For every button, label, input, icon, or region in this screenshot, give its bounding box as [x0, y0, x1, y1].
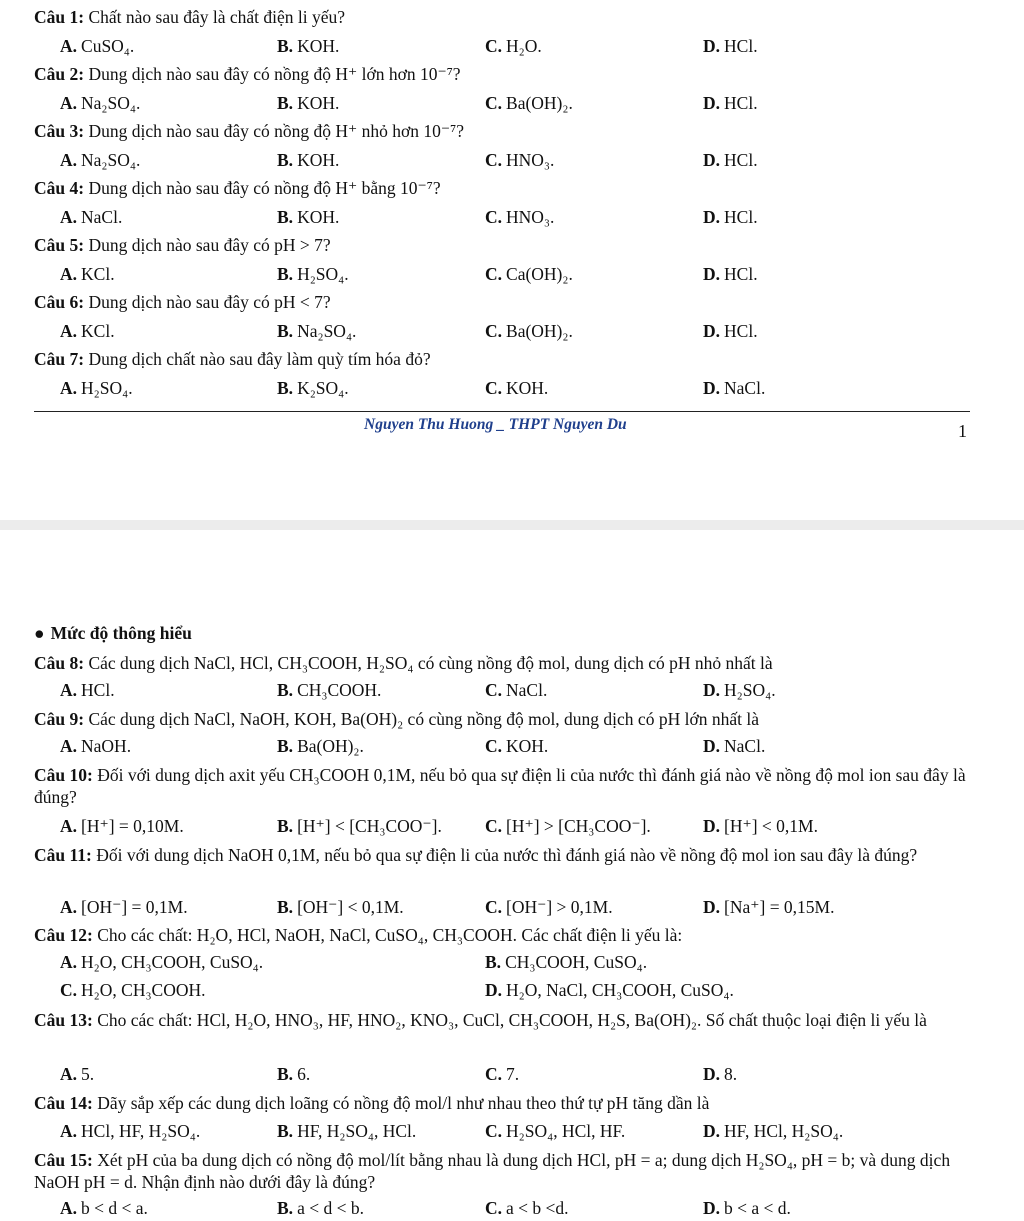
option-c: C. HNO₃.	[485, 207, 555, 227]
option-c: C. KOH.	[485, 378, 549, 398]
option-a: A. Na₂SO₄.	[60, 150, 141, 170]
option-d: D. [H⁺] < 0,1M.	[703, 816, 818, 836]
question-label: Câu 2:	[34, 64, 85, 84]
option-d: D. HCl.	[703, 321, 758, 341]
option-b: B. CH₃COOH.	[277, 680, 382, 700]
option-c: C. [OH⁻] > 0,1M.	[485, 897, 613, 917]
question-text: Dung dịch nào sau đây có nồng độ H⁺ bằng 10⁻⁷?	[88, 178, 441, 198]
option-b: B. KOH.	[277, 36, 340, 56]
option-b: B. [OH⁻] < 0,1M.	[277, 897, 404, 917]
option-a: A. HCl.	[60, 680, 115, 700]
question-text: Đối với dung dịch axit yếu CH₃COOH 0,1M, nếu bỏ qua sự điện li của nước thì đánh giá nào về nồng độ mol ion sau đây là đúng?	[34, 765, 966, 807]
option-d: D. 8.	[703, 1064, 738, 1084]
option-a: A. H₂SO₄.	[60, 378, 133, 398]
question-label: Câu 3:	[34, 121, 85, 141]
option-d: D. H₂O, NaCl, CH₃COOH, CuSO₄.	[485, 980, 734, 1000]
question-label: Câu 4:	[34, 178, 85, 198]
option-c: C. NaCl.	[485, 680, 548, 700]
question-label: Câu 13:	[34, 1010, 93, 1030]
question-text: Xét pH của ba dung dịch có nồng độ mol/lít bằng nhau là dung dịch HCl, pH = a; dung dịch H₂SO₄, pH = b; và dung dịch NaOH pH = d. Nhận định nào dưới đây là đúng?	[34, 1150, 951, 1192]
question-label: Câu 9:	[34, 709, 85, 729]
document-page-1	[0, 0, 1024, 520]
question-12	[34, 924, 984, 946]
option-b: B. Na₂SO₄.	[277, 321, 357, 341]
option-b: B. Ba(OH)₂.	[277, 736, 364, 756]
question-text: Dãy sắp xếp các dung dịch loãng có nồng độ mol/l như nhau theo thứ tự pH tăng dần là	[97, 1093, 710, 1113]
option-b: B. a < d < b.	[277, 1198, 364, 1218]
page-gap	[0, 520, 1024, 530]
question-label: Câu 10:	[34, 765, 93, 785]
question-label: Câu 12:	[34, 925, 93, 945]
option-b: B. KOH.	[277, 207, 340, 227]
question-9	[34, 708, 984, 730]
option-d: D. HCl.	[703, 264, 758, 284]
option-a: A. KCl.	[60, 264, 115, 284]
option-d: D. HCl.	[703, 93, 758, 113]
option-a: A. CuSO₄.	[60, 36, 135, 56]
question-label: Câu 6:	[34, 292, 85, 312]
option-a: A. NaCl.	[60, 207, 123, 227]
options-row	[60, 263, 990, 285]
options-row	[60, 92, 990, 114]
options-row	[60, 735, 990, 757]
option-c: C. a < b <d.	[485, 1198, 569, 1218]
option-c: C. Ca(OH)₂.	[485, 264, 573, 284]
option-a: A. NaOH.	[60, 736, 132, 756]
question-text: Cho các chất: HCl, H₂O, HNO₃, HF, HNO₂, KNO₃, CuCl, CH₃COOH, H₂S, Ba(OH)₂. Số chất thuộc loại điện li yếu là	[97, 1010, 927, 1030]
option-d: D. HCl.	[703, 36, 758, 56]
option-c: C. H₂SO₄, HCl, HF.	[485, 1121, 626, 1141]
option-d: D. b < a < d.	[703, 1198, 791, 1218]
options-row	[60, 1197, 990, 1219]
question-6	[34, 291, 984, 313]
question-label: Câu 7:	[34, 349, 85, 369]
question-label: Câu 11:	[34, 845, 92, 865]
bullet-icon: ●	[34, 623, 45, 643]
options-row	[60, 149, 990, 171]
page-number: 1	[958, 421, 967, 441]
question-4	[34, 177, 984, 199]
option-a: A. [H⁺] = 0,10M.	[60, 816, 184, 836]
section-heading: ● Mức độ thông hiểu	[34, 623, 192, 643]
option-d: D. HCl.	[703, 207, 758, 227]
option-b: B. 6.	[277, 1064, 311, 1084]
options-row	[60, 679, 990, 701]
options-row	[60, 1120, 990, 1142]
option-c: C. Ba(OH)₂.	[485, 321, 573, 341]
question-label: Câu 14:	[34, 1093, 93, 1113]
question-text: Dung dịch nào sau đây có nồng độ H⁺ lớn hơn 10⁻⁷?	[88, 64, 461, 84]
question-text: Chất nào sau đây là chất điện li yếu?	[88, 7, 346, 27]
question-text: Dung dịch nào sau đây có nồng độ H⁺ nhỏ hơn 10⁻⁷?	[88, 121, 464, 141]
document-page-2	[0, 530, 1024, 1221]
question-3	[34, 120, 984, 142]
option-c: C. H₂O.	[485, 36, 542, 56]
question-text: Dung dịch chất nào sau đây làm quỳ tím hóa đỏ?	[88, 349, 431, 369]
option-a: A. Na₂SO₄.	[60, 93, 141, 113]
question-text: Các dung dịch NaCl, HCl, CH₃COOH, H₂SO₄ có cùng nồng độ mol, dung dịch có pH nhỏ nhất là	[88, 653, 773, 673]
question-2	[34, 63, 984, 85]
option-c: C. [H⁺] > [CH₃COO⁻].	[485, 816, 651, 836]
options-row	[60, 815, 990, 837]
question-label: Câu 5:	[34, 235, 85, 255]
option-d: D. NaCl.	[703, 736, 766, 756]
option-c: C. KOH.	[485, 736, 549, 756]
option-a: A. H₂O, CH₃COOH, CuSO₄.	[60, 952, 264, 972]
option-b: B. HF, H₂SO₄, HCl.	[277, 1121, 417, 1141]
option-b: B. KOH.	[277, 150, 340, 170]
option-a: A. HCl, HF, H₂SO₄.	[60, 1121, 201, 1141]
option-a: A. [OH⁻] = 0,1M.	[60, 897, 188, 917]
question-7	[34, 348, 984, 370]
options-row	[60, 206, 990, 228]
question-11	[34, 844, 984, 866]
footer-divider	[34, 411, 970, 412]
question-10	[34, 764, 984, 808]
options-row	[60, 320, 990, 342]
question-14	[34, 1092, 984, 1114]
option-b: B. H₂SO₄.	[277, 264, 349, 284]
question-label: Câu 8:	[34, 653, 85, 673]
question-label: Câu 15:	[34, 1150, 93, 1170]
option-d: D. NaCl.	[703, 378, 766, 398]
option-c: C. HNO₃.	[485, 150, 555, 170]
question-text: Cho các chất: H₂O, HCl, NaOH, NaCl, CuSO₄, CH₃COOH. Các chất điện li yếu là:	[97, 925, 683, 945]
option-d: D. [Na⁺] = 0,15M.	[703, 897, 835, 917]
option-a: A. 5.	[60, 1064, 95, 1084]
option-a: A. b < d < a.	[60, 1198, 148, 1218]
option-c: C. 7.	[485, 1064, 520, 1084]
option-d: D. H₂SO₄.	[703, 680, 776, 700]
options-row	[60, 35, 990, 57]
question-8	[34, 652, 984, 674]
option-b: B. K₂SO₄.	[277, 378, 349, 398]
options-row	[60, 896, 990, 918]
option-a: A. KCl.	[60, 321, 115, 341]
option-b: B. KOH.	[277, 93, 340, 113]
option-c: C. Ba(OH)₂.	[485, 93, 573, 113]
option-c: C. H₂O, CH₃COOH.	[60, 980, 206, 1000]
question-5	[34, 234, 984, 256]
question-15	[34, 1149, 984, 1193]
question-text: Các dung dịch NaCl, NaOH, KOH, Ba(OH)₂ có cùng nồng độ mol, dung dịch có pH lớn nhất là	[88, 709, 759, 729]
question-13	[34, 1009, 984, 1031]
options-row	[60, 1063, 990, 1085]
question-label: Câu 1:	[34, 7, 85, 27]
question-text: Dung dịch nào sau đây có pH < 7?	[88, 292, 331, 312]
question-1	[34, 6, 984, 28]
options-row	[60, 951, 990, 973]
option-b: B. [H⁺] < [CH₃COO⁻].	[277, 816, 442, 836]
options-row	[60, 979, 990, 1001]
option-d: D. HCl.	[703, 150, 758, 170]
question-text: Đối với dung dịch NaOH 0,1M, nếu bỏ qua sự điện li của nước thì đánh giá nào về nồng độ mol ion sau đây là đúng?	[96, 845, 918, 865]
options-row	[60, 377, 990, 399]
footer-author: Nguyen Thu Huong _ THPT Nguyen Du	[364, 416, 627, 433]
option-b: B. CH₃COOH, CuSO₄.	[485, 952, 648, 972]
option-d: D. HF, HCl, H₂SO₄.	[703, 1121, 844, 1141]
question-text: Dung dịch nào sau đây có pH > 7?	[88, 235, 331, 255]
